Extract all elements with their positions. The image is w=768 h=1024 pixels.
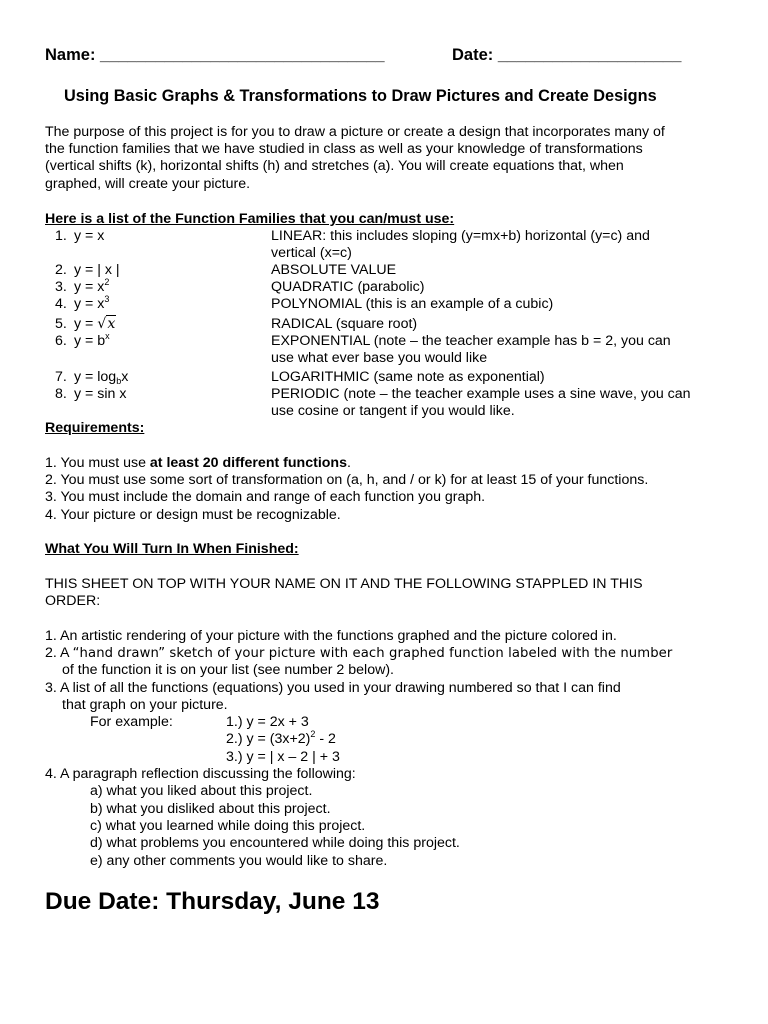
requirement-item: 1. You must use at least 20 different functions. [45,455,351,471]
family-item-description: EXPONENTIAL (note – the teacher example has b = 2, you can [271,333,671,349]
family-item-description: ABSOLUTE VALUE [271,262,397,278]
reflection-subitem: c) what you learned while doing this project. [90,818,366,834]
turnin-item: 2. A “hand drawn” sketch of your picture with each graphed function labeled with the number [45,645,673,661]
example-equation: 3.) y = | x – 2 | + 3 [226,749,340,765]
turnin-instruction: THIS SHEET ON TOP WITH YOUR NAME ON IT AND THE FOLLOWING STAPPLED IN THIS [45,576,643,592]
reflection-subitem: a) what you liked about this project. [90,783,313,799]
family-item-number: 7. [55,369,67,385]
square-root-icon: √x [97,316,116,332]
family-item-description: LOGARITHMIC (same note as exponential) [271,369,545,385]
family-item-description: use cosine or tangent if you would like. [271,403,515,419]
family-item-equation: y = √x [74,316,116,332]
turnin-item-continued: that graph on your picture. [62,697,228,713]
turnin-item: 4. A paragraph reflection discussing the following: [45,766,356,782]
turnin-item: 3. A list of all the functions (equations) you used in your drawing numbered so that I can find [45,680,621,696]
reflection-subitem: e) any other comments you would like to share. [90,853,388,869]
family-item-number: 2. [55,262,67,278]
date-label: Date: [452,46,494,64]
family-item-description: PERIODIC (note – the teacher example uses a sine wave, you can [271,386,691,402]
family-item-equation: y = | x | [74,262,120,278]
family-item-number: 1. [55,228,67,244]
family-item-equation: $y = \log_bx$ [74,369,129,386]
example-label: For example: [90,714,173,730]
name-field[interactable] [45,46,385,65]
turnin-item-continued: of the function it is on your list (see number 2 below). [62,662,394,678]
family-item-description: QUADRATIC (parabolic) [271,279,425,295]
family-item-number: 4. [55,296,67,312]
family-item-description: use what ever base you would like [271,350,488,366]
family-item-description: POLYNOMIAL (this is an example of a cubic) [271,296,554,312]
intro-line: graphed, will create your picture. [45,176,251,192]
date-blank: ____________________ [497,46,682,64]
intro-line: The purpose of this project is for you to draw a picture or create a design that incorporates many of [45,124,665,140]
name-label: Name: [45,46,96,64]
intro-line: the function families that we have studied in class as well as your knowledge of transformations [45,141,643,157]
family-item-equation: $y = x^2$ [74,277,110,295]
family-item-number: 6. [55,333,67,349]
family-item-description: vertical (x=c) [271,245,352,261]
family-item-description: RADICAL (square root) [271,316,418,332]
family-item-number: 3. [55,279,67,295]
family-item-equation: $y = b^x$ [74,331,110,349]
family-item-number: 5. [55,316,67,332]
family-item-equation: y = x [74,228,105,244]
page-title: Using Basic Graphs & Transformations to Draw Pictures and Create Designs [64,87,657,105]
example-equation: 1.) y = 2x + 3 [226,714,309,730]
turnin-heading: What You Will Turn In When Finished: [45,541,299,557]
families-heading: Here is a list of the Function Families that you can/must use: [45,211,455,227]
example-equation: 2.) $y = (3x+2)^2 - 2$ [226,729,336,747]
requirement-item: 4. Your picture or design must be recognizable. [45,507,341,523]
requirement-item: 3. You must include the domain and range of each function you graph. [45,489,486,505]
reflection-subitem: d) what problems you encountered while doing this project. [90,835,460,851]
requirements-heading: Requirements: [45,420,145,436]
turnin-instruction: ORDER: [45,593,101,609]
family-item-number: 8. [55,386,67,402]
family-item-description: LINEAR: this includes sloping (y=mx+b) horizontal (y=c) and [271,228,650,244]
family-item-equation: $y = x^3$ [74,294,110,312]
due-date: Due Date: Thursday, June 13 [45,888,380,915]
turnin-item: 1. An artistic rendering of your picture with the functions graphed and the picture colored in. [45,628,617,644]
requirement-item: 2. You must use some sort of transformation on (a, h, and / or k) for at least 15 of your functions. [45,472,649,488]
family-item-equation: y = sin x [74,386,127,402]
date-field[interactable] [452,46,681,65]
name-blank: _______________________________ [100,46,385,64]
reflection-subitem: b) what you disliked about this project. [90,801,331,817]
intro-line: (vertical shifts (k), horizontal shifts (h) and stretches (a). You will create equations that, when [45,158,624,174]
